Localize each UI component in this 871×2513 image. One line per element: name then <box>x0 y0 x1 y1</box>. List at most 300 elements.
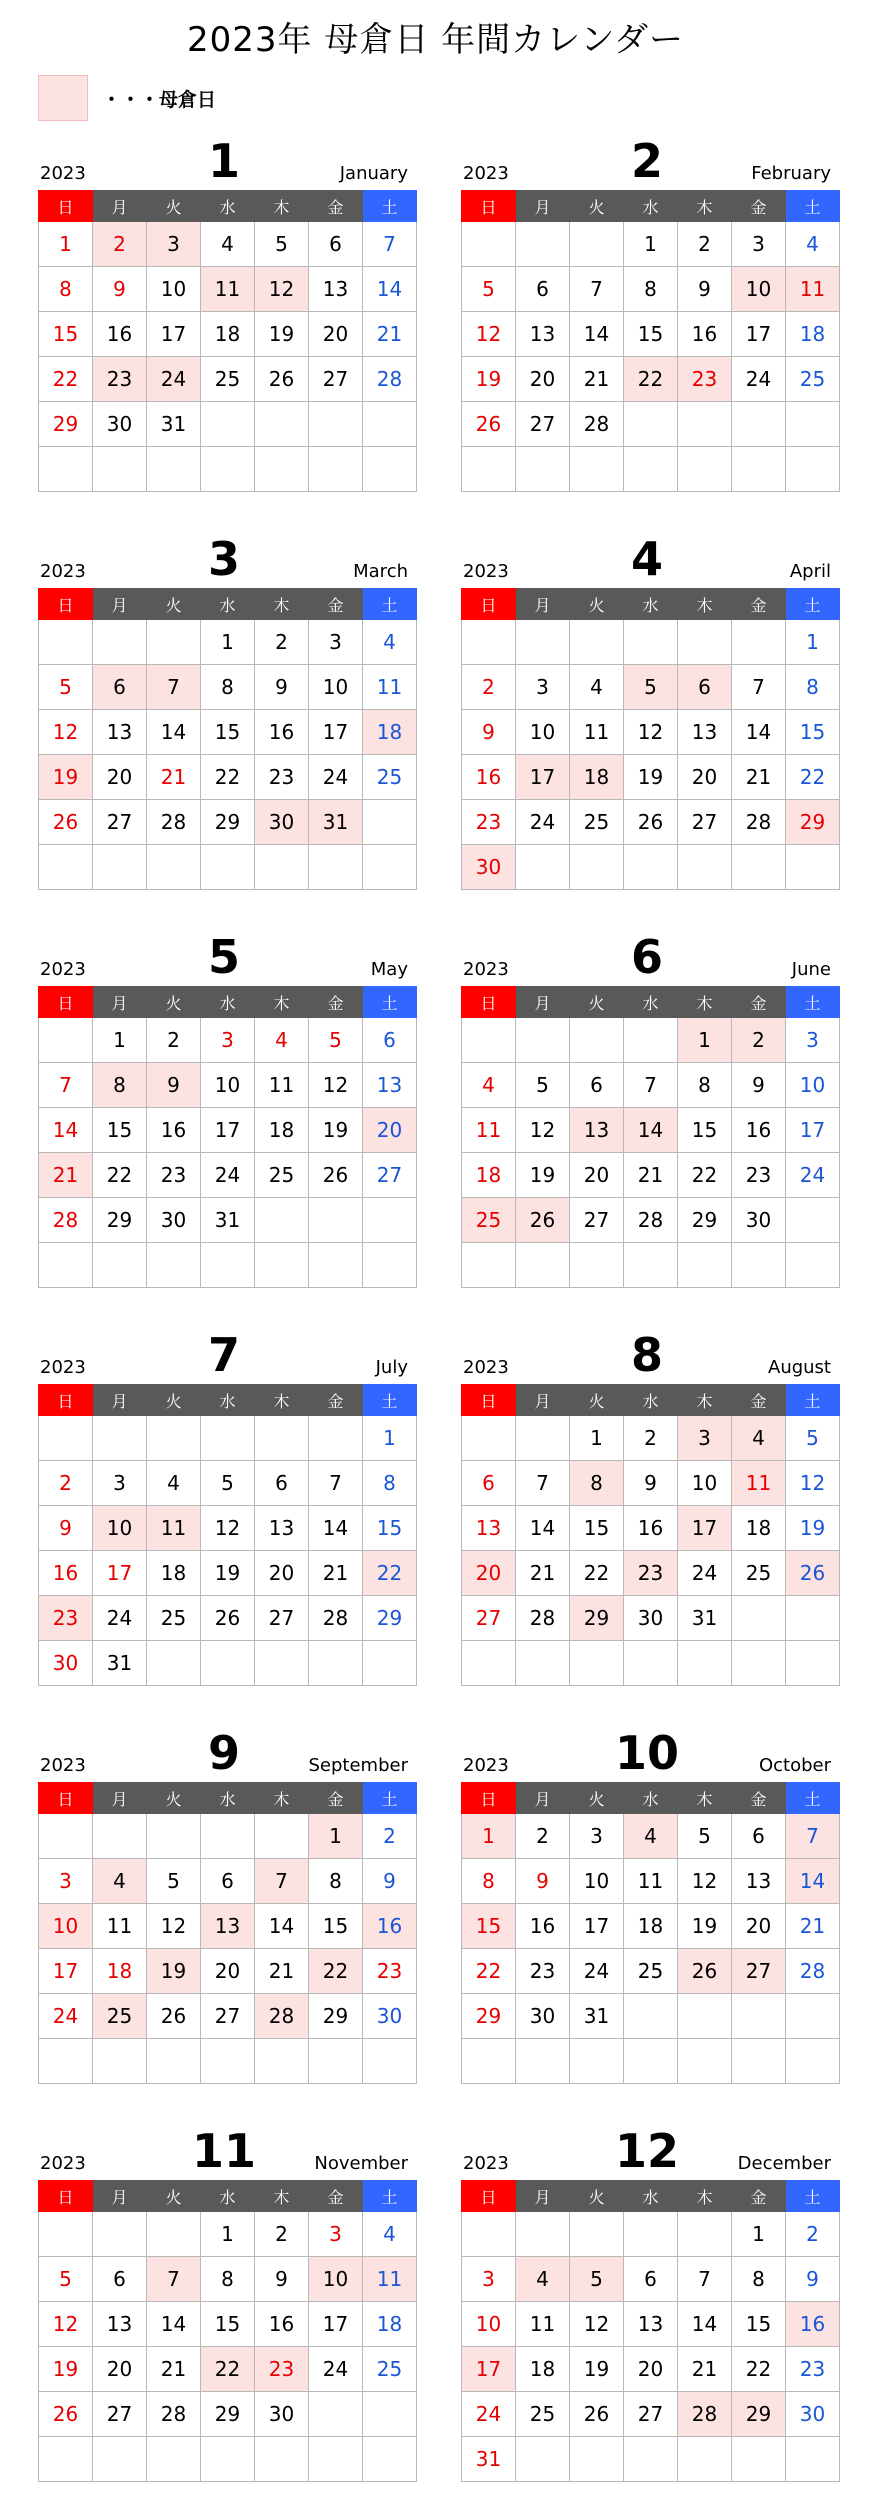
day-cell: 7 <box>147 2257 201 2302</box>
month-7-calendar <box>38 1328 410 1686</box>
day-cell: 23 <box>363 1949 417 1994</box>
week-row <box>462 665 840 710</box>
month-name: September <box>308 1755 408 1776</box>
day-cell: 14 <box>786 1859 840 1904</box>
empty-cell <box>93 1416 147 1461</box>
empty-cell <box>516 620 570 665</box>
week-row <box>39 1641 417 1686</box>
day-cell: 2 <box>516 1814 570 1859</box>
day-cell: 1 <box>786 620 840 665</box>
day-cell: 20 <box>570 1153 624 1198</box>
day-cell: 4 <box>93 1859 147 1904</box>
day-cell: 11 <box>147 1506 201 1551</box>
week-row <box>462 1108 840 1153</box>
week-row <box>39 267 417 312</box>
weekday-header: 金 <box>309 1385 363 1416</box>
day-cell: 9 <box>624 1461 678 1506</box>
day-cell: 13 <box>309 267 363 312</box>
month-table <box>38 986 417 1288</box>
month-table <box>461 2180 840 2482</box>
day-cell: 22 <box>462 1949 516 1994</box>
empty-cell <box>732 620 786 665</box>
empty-cell <box>147 447 201 492</box>
weekday-header: 金 <box>309 589 363 620</box>
day-cell: 28 <box>39 1198 93 1243</box>
day-cell: 30 <box>516 1994 570 2039</box>
empty-cell <box>624 1018 678 1063</box>
empty-cell <box>147 2437 201 2482</box>
day-cell: 6 <box>462 1461 516 1506</box>
day-cell: 10 <box>516 710 570 755</box>
day-cell: 25 <box>255 1153 309 1198</box>
month-year-label: 2023 <box>40 163 86 184</box>
day-cell: 26 <box>39 2392 93 2437</box>
empty-cell <box>732 402 786 447</box>
empty-cell <box>201 447 255 492</box>
day-cell: 23 <box>255 2347 309 2392</box>
month-header <box>38 1328 410 1384</box>
day-cell: 3 <box>147 222 201 267</box>
day-cell: 13 <box>732 1859 786 1904</box>
week-row <box>462 402 840 447</box>
empty-cell <box>39 447 93 492</box>
day-cell: 25 <box>147 1596 201 1641</box>
day-cell: 24 <box>732 357 786 402</box>
day-cell: 20 <box>678 755 732 800</box>
day-cell: 19 <box>570 2347 624 2392</box>
day-cell: 15 <box>678 1108 732 1153</box>
empty-cell <box>516 1641 570 1686</box>
week-row <box>462 1814 840 1859</box>
day-cell: 14 <box>147 2302 201 2347</box>
day-cell: 29 <box>201 2392 255 2437</box>
day-cell: 29 <box>732 2392 786 2437</box>
week-row <box>462 710 840 755</box>
day-cell: 28 <box>570 402 624 447</box>
day-cell: 2 <box>462 665 516 710</box>
month-header <box>38 1726 410 1782</box>
weekday-header: 木 <box>255 2181 309 2212</box>
week-row <box>39 222 417 267</box>
day-cell: 29 <box>570 1596 624 1641</box>
day-cell: 6 <box>201 1859 255 1904</box>
month-header <box>461 134 833 190</box>
page-title: 2023年 母倉日 年間カレンダー <box>187 20 684 60</box>
day-cell: 3 <box>309 2212 363 2257</box>
empty-cell <box>255 447 309 492</box>
day-cell: 27 <box>363 1153 417 1198</box>
day-cell: 26 <box>786 1551 840 1596</box>
week-row <box>39 1596 417 1641</box>
month-year-label: 2023 <box>40 1755 86 1776</box>
week-row <box>39 1198 417 1243</box>
month-header <box>461 1328 833 1384</box>
day-cell: 24 <box>201 1153 255 1198</box>
day-cell: 7 <box>678 2257 732 2302</box>
day-cell: 7 <box>39 1063 93 1108</box>
day-cell: 24 <box>309 2347 363 2392</box>
weekday-header: 月 <box>93 1385 147 1416</box>
day-cell: 17 <box>462 2347 516 2392</box>
day-cell: 9 <box>786 2257 840 2302</box>
empty-cell <box>39 1416 93 1461</box>
weekday-header: 木 <box>255 1783 309 1814</box>
month-year-label: 2023 <box>463 1357 509 1378</box>
day-cell: 17 <box>732 312 786 357</box>
week-row <box>462 1506 840 1551</box>
day-cell: 22 <box>201 2347 255 2392</box>
month-header <box>461 930 833 986</box>
day-cell: 13 <box>570 1108 624 1153</box>
day-cell: 30 <box>462 845 516 890</box>
weekday-header: 火 <box>147 191 201 222</box>
day-cell: 9 <box>516 1859 570 1904</box>
day-cell: 5 <box>147 1859 201 1904</box>
day-cell: 23 <box>39 1596 93 1641</box>
weekday-header-row <box>39 987 417 1018</box>
weekday-header: 土 <box>786 1385 840 1416</box>
weekday-header-row <box>39 1783 417 1814</box>
day-cell: 29 <box>309 1994 363 2039</box>
month-name: March <box>353 561 408 582</box>
day-cell: 1 <box>462 1814 516 1859</box>
month-number: 4 <box>630 532 663 586</box>
empty-cell <box>93 845 147 890</box>
day-cell: 27 <box>516 402 570 447</box>
month-name: April <box>789 561 831 582</box>
weekday-header: 月 <box>516 191 570 222</box>
week-row <box>39 2392 417 2437</box>
day-cell: 7 <box>309 1461 363 1506</box>
day-cell: 6 <box>363 1018 417 1063</box>
day-cell: 13 <box>678 710 732 755</box>
empty-cell <box>624 2437 678 2482</box>
month-name: February <box>751 163 831 184</box>
day-cell: 21 <box>624 1153 678 1198</box>
weekday-header: 木 <box>255 589 309 620</box>
week-row <box>39 2257 417 2302</box>
day-cell: 5 <box>786 1416 840 1461</box>
day-cell: 20 <box>201 1949 255 1994</box>
day-cell: 4 <box>570 665 624 710</box>
day-cell: 27 <box>678 800 732 845</box>
day-cell: 30 <box>786 2392 840 2437</box>
empty-cell <box>147 1416 201 1461</box>
weekday-header: 火 <box>570 191 624 222</box>
day-cell: 4 <box>147 1461 201 1506</box>
day-cell: 14 <box>147 710 201 755</box>
day-cell: 31 <box>147 402 201 447</box>
empty-cell <box>363 447 417 492</box>
empty-cell <box>363 845 417 890</box>
empty-cell <box>255 402 309 447</box>
day-cell: 4 <box>363 620 417 665</box>
week-row <box>39 845 417 890</box>
weekday-header: 火 <box>570 987 624 1018</box>
day-cell: 13 <box>516 312 570 357</box>
day-cell: 21 <box>786 1904 840 1949</box>
day-cell: 10 <box>309 2257 363 2302</box>
empty-cell <box>732 2437 786 2482</box>
empty-cell <box>516 2039 570 2084</box>
weekday-header: 火 <box>570 1783 624 1814</box>
day-cell: 29 <box>786 800 840 845</box>
weekday-header: 日 <box>39 2181 93 2212</box>
month-table <box>461 1782 840 2084</box>
day-cell: 15 <box>732 2302 786 2347</box>
day-cell: 6 <box>732 1814 786 1859</box>
day-cell: 2 <box>39 1461 93 1506</box>
day-cell: 6 <box>678 665 732 710</box>
day-cell: 8 <box>462 1859 516 1904</box>
empty-cell <box>309 1641 363 1686</box>
day-cell: 8 <box>201 2257 255 2302</box>
day-cell: 15 <box>201 710 255 755</box>
day-cell: 24 <box>678 1551 732 1596</box>
day-cell: 16 <box>678 312 732 357</box>
empty-cell <box>786 845 840 890</box>
empty-cell <box>363 2437 417 2482</box>
empty-cell <box>201 402 255 447</box>
empty-cell <box>624 1243 678 1288</box>
weekday-header: 水 <box>624 589 678 620</box>
month-header <box>38 2124 410 2180</box>
day-cell: 15 <box>363 1506 417 1551</box>
day-cell: 9 <box>363 1859 417 1904</box>
month-name: August <box>768 1357 831 1378</box>
week-row <box>462 267 840 312</box>
empty-cell <box>147 1243 201 1288</box>
day-cell: 15 <box>570 1506 624 1551</box>
day-cell: 28 <box>363 357 417 402</box>
day-cell: 11 <box>201 267 255 312</box>
day-cell: 24 <box>786 1153 840 1198</box>
month-name: November <box>314 2153 408 2174</box>
empty-cell <box>147 845 201 890</box>
weekday-header: 水 <box>624 1783 678 1814</box>
empty-cell <box>309 1243 363 1288</box>
empty-cell <box>462 1018 516 1063</box>
week-row <box>462 1641 840 1686</box>
day-cell: 18 <box>93 1949 147 1994</box>
day-cell: 19 <box>39 755 93 800</box>
day-cell: 21 <box>147 755 201 800</box>
legend <box>38 72 216 124</box>
day-cell: 23 <box>732 1153 786 1198</box>
weekday-header: 火 <box>147 987 201 1018</box>
weekday-header: 日 <box>462 1783 516 1814</box>
day-cell: 7 <box>786 1814 840 1859</box>
day-cell: 7 <box>363 222 417 267</box>
day-cell: 16 <box>255 2302 309 2347</box>
weekday-header: 火 <box>570 2181 624 2212</box>
empty-cell <box>93 1814 147 1859</box>
day-cell: 23 <box>93 357 147 402</box>
month-5-calendar <box>38 930 410 1288</box>
empty-cell <box>570 447 624 492</box>
day-cell: 1 <box>93 1018 147 1063</box>
month-number: 8 <box>630 1328 663 1382</box>
day-cell: 9 <box>462 710 516 755</box>
weekday-header: 金 <box>309 191 363 222</box>
day-cell: 20 <box>309 312 363 357</box>
day-cell: 10 <box>732 267 786 312</box>
day-cell: 5 <box>570 2257 624 2302</box>
day-cell: 3 <box>570 1814 624 1859</box>
day-cell: 10 <box>462 2302 516 2347</box>
day-cell: 12 <box>201 1506 255 1551</box>
week-row <box>39 447 417 492</box>
day-cell: 4 <box>624 1814 678 1859</box>
weekday-header: 土 <box>786 987 840 1018</box>
week-row <box>462 1063 840 1108</box>
month-9-calendar <box>38 1726 410 2084</box>
day-cell: 27 <box>462 1596 516 1641</box>
weekday-header: 水 <box>201 1783 255 1814</box>
weekday-header-row <box>39 1385 417 1416</box>
day-cell: 17 <box>201 1108 255 1153</box>
empty-cell <box>255 1814 309 1859</box>
empty-cell <box>624 620 678 665</box>
day-cell: 12 <box>516 1108 570 1153</box>
week-row <box>462 845 840 890</box>
day-cell: 12 <box>624 710 678 755</box>
month-year-label: 2023 <box>40 959 86 980</box>
month-name: January <box>339 163 408 184</box>
day-cell: 8 <box>363 1461 417 1506</box>
day-cell: 20 <box>363 1108 417 1153</box>
week-row <box>462 2302 840 2347</box>
weekday-header: 水 <box>624 191 678 222</box>
day-cell: 21 <box>255 1949 309 1994</box>
day-cell: 29 <box>678 1198 732 1243</box>
day-cell: 13 <box>462 1506 516 1551</box>
day-cell: 22 <box>570 1551 624 1596</box>
day-cell: 17 <box>147 312 201 357</box>
day-cell: 1 <box>363 1416 417 1461</box>
month-table <box>38 588 417 890</box>
week-row <box>462 222 840 267</box>
month-number: 9 <box>207 1726 240 1780</box>
weekday-header: 土 <box>786 2181 840 2212</box>
empty-cell <box>570 2212 624 2257</box>
month-table <box>38 1782 417 2084</box>
week-row <box>462 1416 840 1461</box>
day-cell: 8 <box>201 665 255 710</box>
day-cell: 20 <box>93 2347 147 2392</box>
day-cell: 27 <box>201 1994 255 2039</box>
empty-cell <box>255 1243 309 1288</box>
week-row <box>39 710 417 755</box>
week-row <box>462 1859 840 1904</box>
month-2-calendar <box>461 134 833 492</box>
day-cell: 27 <box>309 357 363 402</box>
empty-cell <box>255 1641 309 1686</box>
day-cell: 10 <box>309 665 363 710</box>
day-cell: 24 <box>93 1596 147 1641</box>
empty-cell <box>624 1641 678 1686</box>
day-cell: 10 <box>93 1506 147 1551</box>
weekday-header: 月 <box>516 1783 570 1814</box>
empty-cell <box>462 2039 516 2084</box>
month-name: May <box>370 959 408 980</box>
weekday-header: 金 <box>732 589 786 620</box>
day-cell: 28 <box>786 1949 840 1994</box>
legend-label: ・・・母倉日 <box>102 88 217 111</box>
week-row <box>39 2437 417 2482</box>
day-cell: 3 <box>39 1859 93 1904</box>
empty-cell <box>309 1198 363 1243</box>
week-row <box>39 312 417 357</box>
empty-cell <box>39 1814 93 1859</box>
day-cell: 12 <box>39 2302 93 2347</box>
empty-cell <box>363 402 417 447</box>
day-cell: 11 <box>516 2302 570 2347</box>
empty-cell <box>732 1641 786 1686</box>
day-cell: 13 <box>255 1506 309 1551</box>
day-cell: 1 <box>570 1416 624 1461</box>
empty-cell <box>93 1243 147 1288</box>
weekday-header: 木 <box>678 589 732 620</box>
empty-cell <box>255 1416 309 1461</box>
day-cell: 7 <box>255 1859 309 1904</box>
day-cell: 17 <box>516 755 570 800</box>
day-cell: 20 <box>732 1904 786 1949</box>
day-cell: 7 <box>147 665 201 710</box>
day-cell: 24 <box>516 800 570 845</box>
weekday-header: 月 <box>516 2181 570 2212</box>
day-cell: 25 <box>462 1198 516 1243</box>
empty-cell <box>309 2039 363 2084</box>
empty-cell <box>201 1814 255 1859</box>
day-cell: 3 <box>678 1416 732 1461</box>
day-cell: 9 <box>93 267 147 312</box>
weekday-header: 土 <box>363 191 417 222</box>
day-cell: 2 <box>732 1018 786 1063</box>
day-cell: 21 <box>678 2347 732 2392</box>
month-year-label: 2023 <box>463 561 509 582</box>
day-cell: 12 <box>39 710 93 755</box>
month-1-calendar <box>38 134 410 492</box>
empty-cell <box>786 1994 840 2039</box>
day-cell: 17 <box>309 2302 363 2347</box>
day-cell: 24 <box>309 755 363 800</box>
week-row <box>462 447 840 492</box>
day-cell: 26 <box>147 1994 201 2039</box>
empty-cell <box>678 620 732 665</box>
day-cell: 28 <box>147 2392 201 2437</box>
empty-cell <box>255 2437 309 2482</box>
day-cell: 5 <box>309 1018 363 1063</box>
week-row <box>39 1814 417 1859</box>
week-row <box>462 620 840 665</box>
day-cell: 3 <box>309 620 363 665</box>
day-cell: 29 <box>462 1994 516 2039</box>
day-cell: 13 <box>624 2302 678 2347</box>
day-cell: 18 <box>201 312 255 357</box>
day-cell: 20 <box>462 1551 516 1596</box>
day-cell: 28 <box>255 1994 309 2039</box>
day-cell: 25 <box>786 357 840 402</box>
day-cell: 11 <box>363 2257 417 2302</box>
empty-cell <box>309 402 363 447</box>
empty-cell <box>93 2437 147 2482</box>
week-row <box>462 2392 840 2437</box>
weekday-header-row <box>462 987 840 1018</box>
day-cell: 26 <box>39 800 93 845</box>
empty-cell <box>516 1416 570 1461</box>
empty-cell <box>678 1243 732 1288</box>
